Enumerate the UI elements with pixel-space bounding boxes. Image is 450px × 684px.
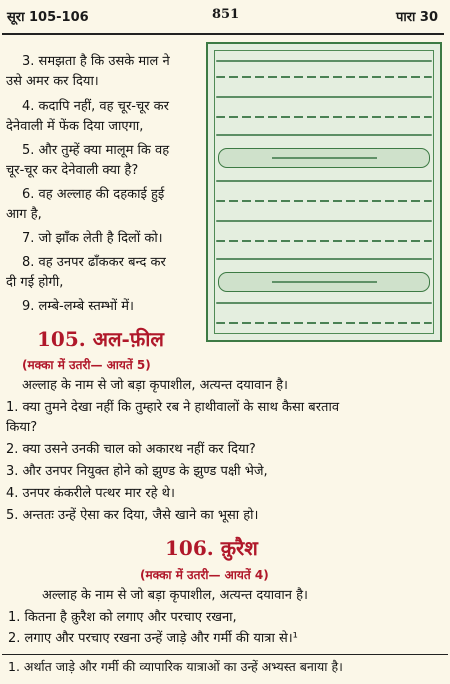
verse-line: 1. क्या तुमने देखा नहीं कि तुम्हारे रब ने हाथीवालों के साथ कैसा बरताव: [6, 400, 340, 415]
verse-line: 3. समझता है कि उसके माल ने: [22, 54, 170, 69]
header-rule: [2, 33, 444, 35]
footnote-rule: [2, 654, 448, 655]
verse-line: 2. क्या उसने उनकी चाल को अकारथ नहीं कर दिया?: [6, 442, 256, 457]
header-para: पारा 30: [395, 10, 438, 25]
verse-line: देनेवाली में फेंक दिया जाएगा,: [6, 119, 144, 134]
verse-line: 4. कदापि नहीं, वह चूर-चूर कर: [22, 99, 169, 114]
surah-106-number: 106.: [165, 536, 214, 560]
arabic-line: [216, 76, 432, 78]
verse-line: 6. वह अल्लाह की दहकाई हुई: [22, 187, 165, 202]
verse-line: 3. और उनपर नियुक्त होने को झुण्ड के झुण्ड पक्षी भेजे,: [6, 464, 268, 479]
arabic-line: [216, 134, 432, 136]
footnote: 1. अर्थात जाड़े और गर्मी की व्यापारिक यात्राओं का उन्हें अभ्यस्त बनाया है।: [8, 659, 343, 674]
arabic-text-plate: [206, 42, 442, 342]
arabic-line: [216, 116, 432, 118]
surah-106-name: क़ुरैश: [220, 536, 258, 560]
bismillah-105: अल्लाह के नाम से जो बड़ा कृपाशील, अत्यन्त दयावान है।: [22, 378, 288, 393]
verse-line: 9. लम्बे-लम्बे स्तम्भों में।: [22, 299, 134, 314]
surah-105-name: अल-फ़ील: [92, 327, 164, 351]
surah-106-heading: [165, 534, 258, 561]
verse-line: 4. उनपर कंकरीले पत्थर मार रहे थे।: [6, 486, 175, 501]
page-number: 851: [212, 7, 240, 22]
surah-106-subtitle: (मक्का में उतरी— आयतें 4): [140, 568, 269, 582]
header-surah: सूरा 105-106: [7, 10, 89, 25]
verse-line: चूर-चूर कर देनेवाली क्या है?: [6, 163, 139, 178]
arabic-line: [216, 60, 432, 62]
verse-line: 1. कितना है क़ुरैश को लगाए और परचाए रखना,: [8, 610, 237, 625]
arabic-line: [216, 258, 432, 260]
verse-line: 5. अन्ततः उन्हें ऐसा कर दिया, जैसे खाने का भूसा हो।: [6, 508, 259, 523]
arabic-line: [216, 302, 432, 304]
surah-title-band: [218, 272, 430, 292]
arabic-line: [216, 322, 432, 324]
arabic-line: [216, 180, 432, 182]
page-header: [0, 0, 450, 36]
bismillah-106: अल्लाह के नाम से जो बड़ा कृपाशील, अत्यन्त दयावान है।: [42, 588, 308, 603]
arabic-line: [216, 240, 432, 242]
verse-line: 7. जो झाँक लेती है दिलों को।: [22, 231, 163, 246]
surah-105-heading: [37, 325, 164, 352]
verse-line: 5. और तुम्हें क्या मालूम कि वह: [22, 143, 170, 158]
verse-line: आग है,: [6, 207, 42, 222]
verse-line: दी गई होगी,: [6, 275, 64, 290]
arabic-line: [216, 96, 432, 98]
verse-line: उसे अमर कर दिया।: [6, 74, 99, 89]
arabic-line: [216, 200, 432, 202]
verse-line: 2. लगाए और परचाए रखना उन्हें जाड़े और गर्मी की यात्रा से।¹: [8, 631, 298, 646]
arabic-line: [216, 220, 432, 222]
surah-105-number: 105.: [37, 327, 86, 351]
surah-105-subtitle: (मक्का में उतरी— आयतें 5): [22, 358, 151, 372]
verse-line: किया?: [6, 420, 38, 435]
surah-title-band: [218, 148, 430, 168]
verse-line: 8. वह उनपर ढाँककर बन्द कर: [22, 255, 166, 270]
